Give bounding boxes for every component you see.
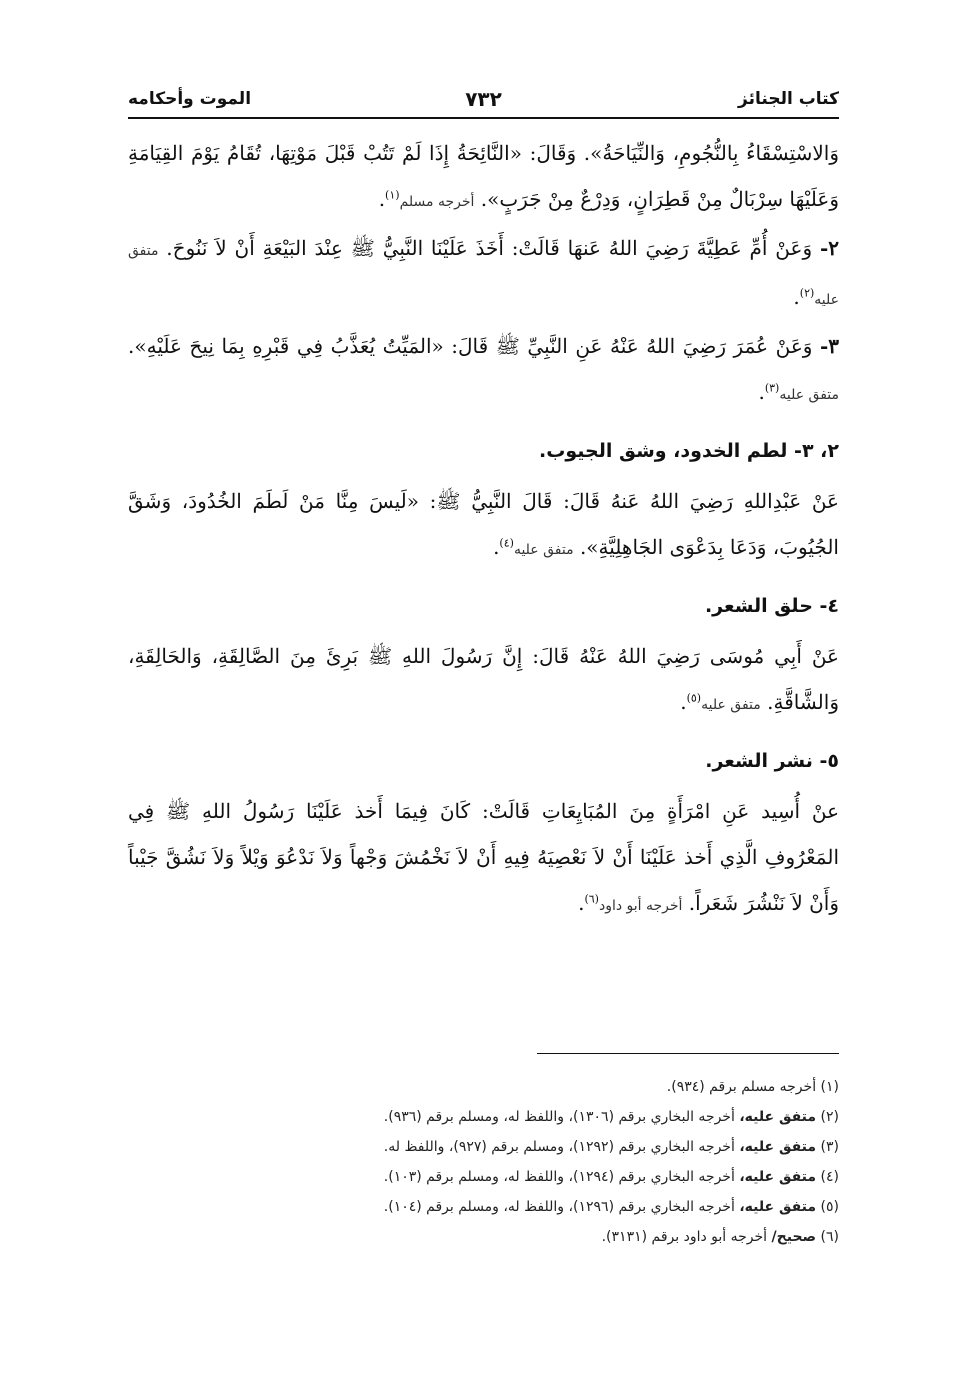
paragraph-hadith-5: عَنْ أَبِي مُوسَى رَضِيَ اللهُ عَنْهُ قَالَ: إِنَّ رَسُولَ اللهِ ﷺ بَرِئَ مِنَ الصَّالِقَةِ، وَالحَالِقَةِ، وَالشَّاقَّةِ. متفق عليه$^{(٥)}$. bbox=[128, 644, 839, 714]
footnote-grade: صحيح/ bbox=[771, 1229, 817, 1245]
section-heading: ٢، ٣- لطم الخدود، وشق الجيوب. bbox=[539, 440, 839, 462]
footnotes bbox=[128, 1072, 839, 1252]
footnote-number: (٤) bbox=[820, 1169, 839, 1185]
footnote-ref[interactable]: (٤) bbox=[499, 536, 514, 550]
footnote-ref[interactable]: (٢) bbox=[799, 286, 815, 300]
footnote-item bbox=[128, 1162, 839, 1192]
footnote-item bbox=[128, 1192, 839, 1222]
hadith-source: متفق عليه bbox=[779, 387, 839, 403]
footnote-divider bbox=[537, 1053, 839, 1054]
footnote-grade: متفق عليه، bbox=[739, 1109, 817, 1125]
paragraph-hadith-3: ٣- وَعَنْ عُمَرَ رَضِيَ اللهُ عَنْهُ عَنِ النَّبِيِّ ﷺ قَالَ: «المَيِّتُ يُعَذَّبُ فِي قَبْرِهِ بِمَا نِيحَ عَلَيْهِ». متفق عليه$^{(٣)}$. bbox=[128, 334, 840, 404]
paragraph-hadith-1: وَالاسْتِسْقَاءُ بِالنُّجُومِ، وَالنِّيَاحَةُ». وَقَالَ: «النَّائِحَةُ إِذَا لَمْ تَتُبْ قَبْلَ مَوْتِهَا، تُقَامُ يَوْمَ القِيَامَةِ وَعَلَيْهَا سِرْبَالٌ مِنْ قَطِرَانٍ، وَدِرْعٌ مِنْ جَرَبٍ». أخرجه مسلم$^{(١)}$. bbox=[128, 141, 839, 211]
hadith-source: أخرجه أبو داود bbox=[598, 898, 683, 914]
hadith-text: وَعَنْ أُمِّ عَطِيَّةَ رَضِيَ اللهُ عَنهَا قَالَتْ: أَخَذَ عَلَيْنَا النَّبِيُّ ﷺ عِنْدَ البَيْعَةِ أَنْ لاَ نَنُوحَ. bbox=[166, 236, 813, 260]
hadith-source: أخرجه مسلم bbox=[399, 194, 475, 210]
footnote-item bbox=[128, 1072, 839, 1102]
paragraph-hadith-4: عَنْ عَبْدِاللهِ رَضِيَ اللهُ عَنهُ قَالَ: قَالَ النَّبِيُّ ﷺ: «لَيسَ مِنَّا مَنْ لَطَمَ الخُدُودَ، وَشَقَّ الجُيُوبَ، وَدَعَا بِدَعْوَى الجَاهِلِيَّةِ». متفق عليه$^{(٤)}$. bbox=[128, 489, 839, 559]
footnote-number: (١) bbox=[820, 1079, 839, 1095]
footnote-ref[interactable]: (٥) bbox=[686, 691, 702, 705]
footnote-number: (٣) bbox=[820, 1139, 839, 1155]
footnote-item bbox=[128, 1222, 839, 1252]
header-divider bbox=[128, 117, 839, 119]
book-title: كتاب الجنائز bbox=[738, 89, 839, 109]
footnote-text: أخرجه البخاري برقم (١٣٠٦)، واللفظ له، ومسلم برقم (٩٣٦). bbox=[383, 1109, 735, 1125]
hadith-source: متفق عليه bbox=[128, 243, 839, 308]
paragraph-hadith-2: ٢- وَعَنْ أُمِّ عَطِيَّةَ رَضِيَ اللهُ عَنهَا قَالَتْ: أَخَذَ عَلَيْنَا النَّبِيُّ ﷺ عِنْدَ البَيْعَةِ أَنْ لاَ نَنُوحَ. متفق عليه$^{(٢)}$. bbox=[128, 236, 839, 309]
footnote-text: أخرجه البخاري برقم (١٢٩٢)، ومسلم برقم (٩٢٧)، واللفظ له. bbox=[383, 1139, 735, 1155]
hadith-text: عَنْ عَبْدِاللهِ رَضِيَ اللهُ عَنهُ قَالَ: قَالَ النَّبِيُّ ﷺ: «لَيسَ مِنَّا مَنْ لَطَمَ الخُدُودَ، وَشَقَّ الجُيُوبَ، وَدَعَا بِدَعْوَى الجَاهِلِيَّةِ». bbox=[128, 489, 839, 559]
footnote-item bbox=[128, 1102, 839, 1132]
footnote-grade: متفق عليه، bbox=[739, 1199, 817, 1215]
paragraph-hadith-6: عنْ أُسِيد عَنِ امْرَأَةٍ مِنَ المُبَايِعَاتِ قَالَتْ: كَانَ فِيمَا أَخذ عَلَيْنَا رَسُولُ اللهِ ﷺ فِي المَعْرُوفِ الَّذِي أَخذ عَلَيْنَا أَنْ لاَ نَعْصِيَهُ فِيهِ أَنْ لاَ نَخْمُشَ وَجْهاً وَلاَ نَدْعُوَ وَيْلاً وَلاَ نَشُقَّ جَيْباً وَأَنْ لاَ نَنْشُرَ شَعَراً. أخرجه أبو داود$^{(٦)}$. bbox=[128, 799, 839, 915]
footnote-number: (٢) bbox=[820, 1109, 839, 1125]
running-header bbox=[128, 86, 839, 116]
item-number: ٢- bbox=[819, 236, 839, 260]
hadith-text: وَعَنْ عُمَرَ رَضِيَ اللهُ عَنْهُ عَنِ النَّبِيِّ ﷺ قَالَ: «المَيِّتُ يُعَذَّبُ فِي قَبْرِهِ بِمَا نِيحَ عَلَيْهِ». bbox=[128, 334, 813, 358]
section-heading: ٤- حلق الشعر. bbox=[704, 595, 839, 617]
footnote-text: أخرجه مسلم برقم (٩٣٤). bbox=[666, 1079, 817, 1095]
footnote-ref[interactable]: (١) bbox=[385, 188, 400, 202]
footnote-grade: متفق عليه، bbox=[739, 1169, 817, 1185]
hadith-text: عَنْ أَبِي مُوسَى رَضِيَ اللهُ عَنْهُ قَالَ: إِنَّ رَسُولَ اللهِ ﷺ بَرِئَ مِنَ الصَّالِقَةِ، وَالحَالِقَةِ، وَالشَّاقَّةِ. bbox=[128, 644, 839, 714]
hadith-text: وَالاسْتِسْقَاءُ بِالنُّجُومِ، وَالنِّيَاحَةُ». وَقَالَ: «النَّائِحَةُ إِذَا لَمْ تَتُبْ قَبْلَ مَوْتِهَا، تُقَامُ يَوْمَ القِيَامَةِ وَعَلَيْهَا سِرْبَالٌ مِنْ قَطِرَانٍ، وَدِرْعٌ مِنْ جَرَبٍ». bbox=[128, 141, 839, 211]
item-number: ٣- bbox=[819, 334, 840, 358]
footnote-ref[interactable]: (٣) bbox=[764, 381, 780, 395]
hadith-source: متفق عليه bbox=[513, 542, 574, 558]
footnote-number: (٥) bbox=[820, 1199, 839, 1215]
footnote-item bbox=[128, 1132, 839, 1162]
footnote-text: أخرجه البخاري برقم (١٢٩٤)، واللفظ له، ومسلم برقم (١٠٣). bbox=[383, 1169, 735, 1185]
footnote-text: أخرجه أبو داود برقم (٣١٣١). bbox=[601, 1229, 768, 1245]
page-number: ٧٣٢ bbox=[465, 87, 502, 111]
section-heading: ٥- نشر الشعر. bbox=[705, 750, 839, 772]
hadith-text: عنْ أُسِيد عَنِ امْرَأَةٍ مِنَ المُبَايِعَاتِ قَالَتْ: كَانَ فِيمَا أَخذ عَلَيْنَا رَسُولُ اللهِ ﷺ فِي المَعْرُوفِ الَّذِي أَخذ عَلَيْنَا أَنْ لاَ نَعْصِيَهُ فِيهِ أَنْ لاَ نَخْمُشَ وَجْهاً وَلاَ نَدْعُوَ وَيْلاً وَلاَ نَشُقَّ جَيْباً وَأَنْ لاَ نَنْشُرَ شَعَراً. bbox=[128, 799, 839, 915]
footnote-text: أخرجه البخاري برقم (١٢٩٦)، واللفظ له، ومسلم برقم (١٠٤). bbox=[383, 1199, 735, 1215]
footnote-number: (٦) bbox=[820, 1229, 839, 1245]
footnote-ref[interactable]: (٦) bbox=[584, 892, 599, 906]
main-text bbox=[128, 130, 839, 929]
hadith-source: متفق عليه bbox=[701, 697, 761, 713]
footnote-grade: متفق عليه، bbox=[739, 1139, 817, 1155]
chapter-title: الموت وأحكامه bbox=[128, 89, 252, 109]
